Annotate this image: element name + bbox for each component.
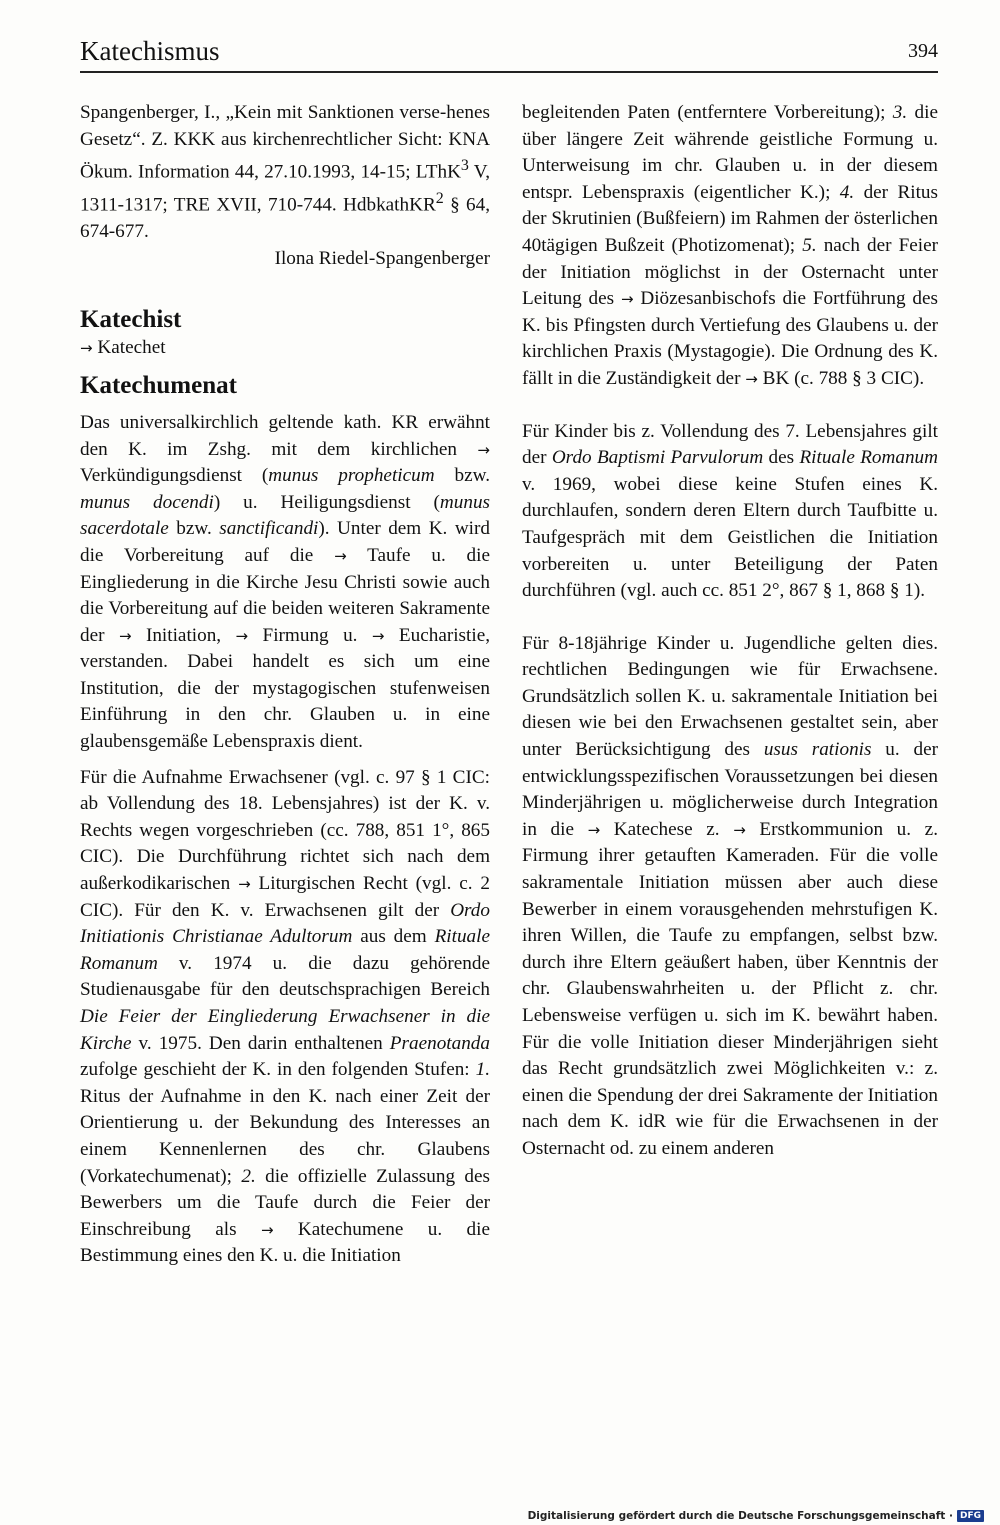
paragraph: Für die Aufnahme Erwachsener (vgl. c. 97 § 1 CIC: ab Vollendung des 18. Lebensjahres) ist der K. v. Rechts wegen vorgeschrieben (cc. 788, 851 1°, 865 CIC). Die Durchführung richtet sich nach dem außerkodikarischen → Liturgischen Recht (vgl. c. 2 CIC). Für den K. v. Erwachsenen gilt der Ordo Initiationis Christianae Adultorum aus dem Rituale Romanum v. 1974 u. die dazu gehörende Studienausgabe für den deutschsprachigen Bereich Die Feier der Eingliederung Erwachsener in die Kirche v. 1975. Den darin enthaltenen Praenotanda zufolge geschieht der K. in den folgenden Stufen: 1. Ritus der Aufnahme in den K. nach einer Zeit der Orientierung u. der Bekundung des Interesses an einem Kennenlernen des chr. Glaubens (Vorkatechumenat); 2. die offizielle Zulassung des Bewerbers um die Taufe durch die Feier der Einschreibung als → Katechumene u. die Bestimmung eines den K. u. die Initiation	[80, 766, 490, 1267]
arrow-right-icon: →	[80, 339, 93, 358]
paragraph: Für Kinder bis z. Vollendung des 7. Lebensjahres gilt der Ordo Baptismi Parvulorum des Rituale Romanum v. 1969, wobei diese keine Stufen eines K. durchlaufen, sondern deren Eltern durch Taufbitte u. Taufgespräch mit dem Geistlichen die Initiation vorbereiten u. unter Beteiligung der Paten durchführen (vgl. auch cc. 851 2°, 867 § 1, 868 § 1).	[522, 420, 938, 602]
author-signature: Ilona Riedel-Spangenberger	[274, 247, 490, 269]
arrow-right-icon: →	[620, 290, 634, 309]
cross-reference	[80, 335, 490, 362]
arrow-right-icon: →	[235, 626, 249, 645]
arrow-right-icon: →	[587, 820, 601, 839]
cross-reference-target: Katechet	[97, 337, 166, 359]
arrow-right-icon: →	[260, 1220, 274, 1239]
digitization-footer	[528, 1510, 984, 1522]
arrow-right-icon: →	[477, 440, 490, 459]
bibliography-references: Spangenberger, I., „Kein mit Sanktionen verse-henes Gesetz“. Z. KKK aus kirchenrechtlicher Sicht: KNA Ökum. Information 44, 27.10.1993, 14-15; LThK$^3$ V, 1311-1317; TRE XVII, 710-744. HdbkathKR$^2$ § 64, 674-677.	[80, 102, 491, 243]
entry-heading-katechist: Katechist	[80, 306, 182, 334]
arrow-right-icon: →	[334, 546, 347, 565]
arrow-right-icon: →	[238, 875, 251, 894]
running-title: Katechismus	[80, 36, 220, 66]
page-number: 394	[908, 40, 938, 62]
entry-heading-katechumenat: Katechumenat	[80, 371, 237, 399]
arrow-right-icon: →	[733, 820, 746, 839]
paragraph: Für 8-18jährige Kinder u. Jugendliche gelten dies. rechtlichen Bedingungen wie für Erwachsene. Grundsätzlich sollen K. u. sakramentale Initiation bei diesen wie bei den Erwachsenen gestaltet sein, aber unter Berücksichtigung des usus rationis u. der entwicklungsspezifischen Voraussetzungen bei diesen Minderjährigen u. möglicherweise durch Integration in die → Katechese z. → Erstkommunion u. z. Firmung ihrer getauften Kameraden. Für die volle sakramentale Initiation müssen aber auch diese Bewerber in einem vorausgehenden mehrstufigen K. ihren Willen, die Taufe zu empfangen, selbst bzw. durch ihre Eltern geäußert haben, über Kenntnis der chr. Glaubenswahrheiten u. der Pflicht z. chr. Lebensweise verfügen u. sich im K. bewährt haben. Für die volle Initiation dieser Minderjährigen sieht das Recht grundsätzlich zwei Möglichkeiten v.: z. einen die Spendung der drei Sakramente der Initiation nach dem K. idR wie für die Erwachsenen in der Osternacht od. zu einem anderen	[522, 632, 938, 1159]
left-column	[80, 100, 490, 1270]
paragraph: Das universalkirchlich geltende kath. KR erwähnt den K. im Zshg. mit dem kirchlichen → Verkündigungsdienst (munus propheticum bzw. munus docendi) u. Heiligungsdienst (munus sacerdotale bzw. sanctificandi). Unter dem K. wird die Vorbereitung auf die → Taufe u. die Eingliederung in die Kirche Jesu Christi sowie auch die Vorbereitung auf die beiden weiteren Sakramente der → Initiation, → Firmung u. → Eucharistie, verstanden. Dabei handelt es sich um eine Institution, die der mystagogischen stufenweisen Einführung in den chr. Glauben u. in eine glaubensgemäße Lebenspraxis dient.	[80, 411, 491, 753]
right-column	[522, 100, 938, 1163]
footer-credit: Digitalisierung gefördert durch die Deutsche Forschungsgemeinschaft ·	[527, 1510, 953, 1522]
arrow-right-icon: →	[371, 626, 385, 645]
header-rule	[80, 71, 938, 73]
running-head	[80, 34, 938, 68]
arrow-right-icon: →	[745, 369, 758, 388]
dfg-logo: DFG	[957, 1510, 984, 1522]
paragraph: begleitenden Paten (entferntere Vorbereitung); 3. die über längere Zeit währende geistliche Formung u. Unterweisung im chr. Glauben u. in der diesem entspr. Lebenspraxis (eigentlicher K.); 4. der Ritus der Skrutinien (Bußfeiern) im Rahmen der österlichen 40tägigen Bußzeit (Photizomenat); 5. nach der Feier der Initiation möglichst in der Osternacht unter Leitung des → Diözesanbischofs die Fortführung des K. bis Pfingsten durch Vertiefung des Glaubens u. der kirchlichen Praxis (Mystagogie). Die Ordnung des K. fällt in die Zuständigkeit der → BK (c. 788 § 3 CIC).	[522, 102, 938, 389]
arrow-right-icon: →	[118, 626, 132, 645]
